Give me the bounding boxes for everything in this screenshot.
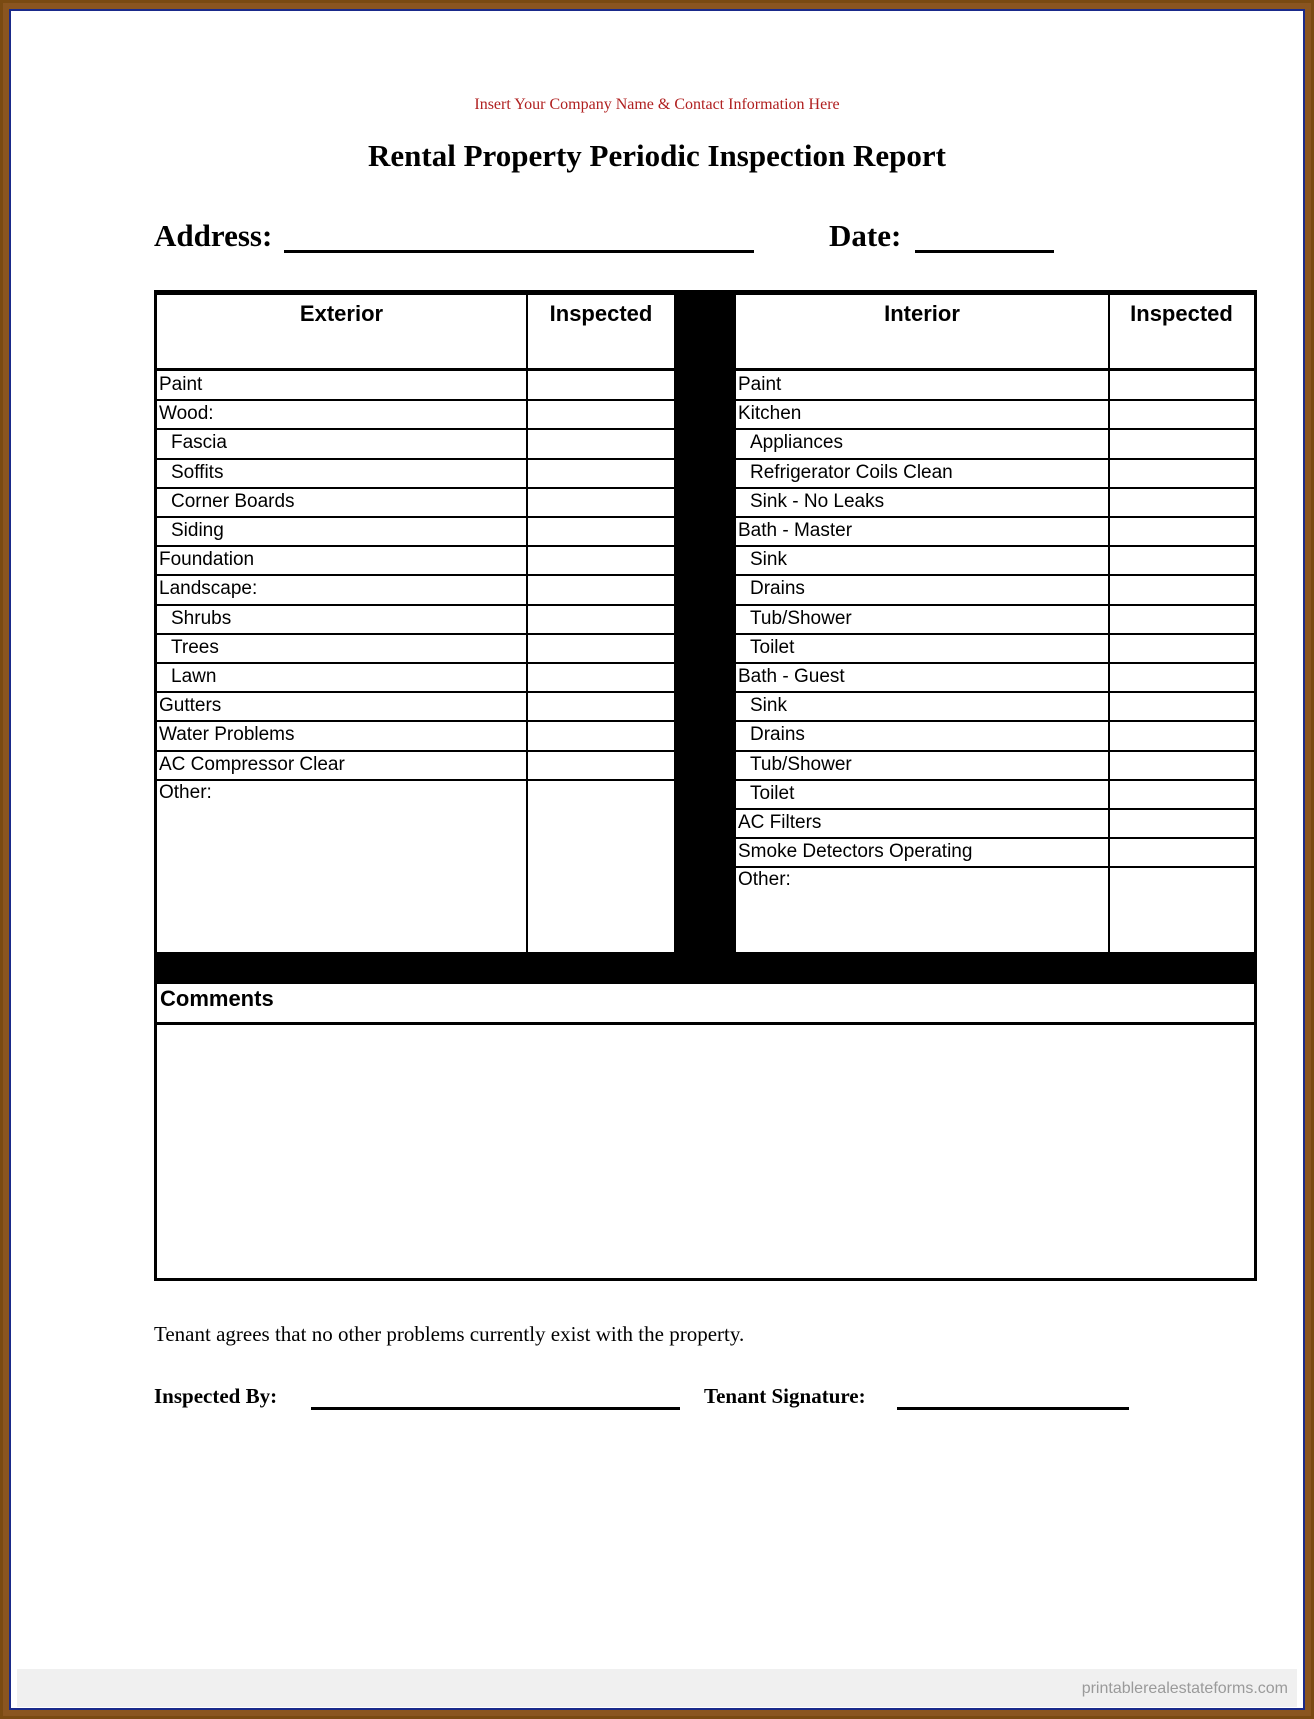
interior-item-label: Kitchen [738, 403, 802, 425]
interior-inspected-cell[interactable] [1110, 518, 1254, 544]
interior-inspected-cell[interactable] [1110, 635, 1254, 661]
exterior-inspected-cell[interactable] [528, 518, 672, 544]
exterior-item-label: Paint [159, 374, 203, 395]
interior-item-label: Paint [738, 374, 782, 395]
exterior-item-label: Water Problems [159, 724, 295, 746]
tenant-agreement: Tenant agrees that no other problems currently exist with the property. [154, 1322, 745, 1346]
exterior-heading: Exterior [299, 301, 384, 326]
interior-inspected-cell[interactable] [1110, 401, 1254, 427]
interior-inspected-cell[interactable] [1110, 430, 1254, 456]
interior-inspected-cell[interactable] [1110, 781, 1254, 807]
interior-inspected-cell[interactable] [1110, 664, 1254, 690]
interior-heading: Interior [884, 301, 960, 326]
exterior-inspected-cell[interactable] [528, 752, 672, 778]
row-separator [157, 779, 675, 781]
interior-item-label: AC Filters [738, 812, 822, 833]
comments-header [154, 981, 1257, 1025]
interior-inspected-cell[interactable] [1110, 752, 1254, 778]
site-watermark: printablerealestateforms.com [1081, 1680, 1288, 1697]
company-placeholder: Insert Your Company Name & Contact Information Here [474, 96, 840, 113]
exterior-item-label: Shrubs [171, 607, 232, 629]
interior-inspected-cell[interactable] [1110, 606, 1254, 632]
interior-item-label: Toilet [750, 782, 795, 804]
exterior-table [154, 292, 678, 955]
interior-inspected-cell[interactable] [1110, 547, 1254, 573]
exterior-item-label: Trees [171, 636, 219, 658]
interior-other-label: Other: [738, 869, 791, 891]
table-bottom-band [154, 953, 1257, 983]
interior-item-label: Sink [750, 695, 787, 717]
exterior-item-label: AC Compressor Clear [159, 753, 345, 775]
tenant-signature-field[interactable] [897, 1407, 1129, 1410]
interior-inspected-cell[interactable] [1110, 576, 1254, 602]
interior-item-label: Bath - Guest [738, 666, 845, 687]
exterior-item-label: Landscape: [159, 578, 258, 600]
row-separator [736, 866, 1254, 868]
center-divider [674, 292, 733, 955]
interior-item-label: Tub/Shower [750, 753, 852, 775]
interior-item-label: Bath - Master [738, 520, 853, 541]
interior-inspected-cell[interactable] [1110, 839, 1254, 865]
interior-item-label: Sink - No Leaks [750, 490, 885, 512]
inspected-by-field[interactable] [311, 1407, 680, 1410]
interior-item-label: Smoke Detectors Operating [738, 841, 973, 863]
address-label: Address: [154, 218, 273, 253]
interior-table [733, 292, 1257, 955]
interior-inspected-heading: Inspected [1130, 301, 1233, 326]
exterior-item-label: Corner Boards [171, 490, 295, 512]
exterior-inspected-cell[interactable] [528, 664, 672, 690]
interior-header-rule [736, 368, 1254, 371]
exterior-header-rule [157, 368, 675, 371]
interior-inspected-cell[interactable] [1110, 693, 1254, 719]
tenant-signature-label: Tenant Signature: [704, 1384, 866, 1408]
exterior-item-label: Wood: [159, 403, 214, 425]
interior-item-label: Drains [750, 724, 805, 746]
interior-inspected-cell[interactable] [1110, 460, 1254, 486]
exterior-inspected-cell[interactable] [528, 606, 672, 632]
date-field[interactable] [915, 250, 1054, 253]
exterior-item-label: Gutters [159, 695, 222, 717]
exterior-item-label: Fascia [171, 432, 227, 454]
interior-item-label: Appliances [750, 432, 843, 454]
interior-inspected-cell[interactable] [1110, 372, 1254, 398]
interior-item-label: Tub/Shower [750, 607, 852, 629]
date-label: Date: [829, 218, 902, 253]
exterior-item-label: Siding [171, 520, 224, 541]
exterior-inspected-cell[interactable] [528, 576, 672, 602]
exterior-inspected-heading: Inspected [549, 301, 653, 326]
interior-item-label: Toilet [750, 636, 795, 658]
page-title: Rental Property Periodic Inspection Report [368, 138, 946, 173]
exterior-item-label: Foundation [159, 549, 255, 571]
comments-label: Comments [160, 986, 274, 1011]
interior-inspected-cell[interactable] [1110, 810, 1254, 836]
interior-item-label: Refrigerator Coils Clean [750, 461, 953, 483]
exterior-inspected-cell[interactable] [528, 635, 672, 661]
comments-box[interactable] [154, 1022, 1257, 1281]
exterior-inspected-cell[interactable] [528, 722, 672, 748]
interior-inspected-cell[interactable] [1110, 489, 1254, 515]
interior-inspected-cell[interactable] [1110, 722, 1254, 748]
address-field[interactable] [284, 250, 754, 253]
exterior-inspected-cell[interactable] [528, 547, 672, 573]
exterior-inspected-cell[interactable] [528, 693, 672, 719]
interior-item-label: Drains [750, 578, 805, 600]
exterior-inspected-cell[interactable] [528, 372, 672, 398]
exterior-inspected-cell[interactable] [528, 401, 672, 427]
exterior-item-label: Lawn [171, 666, 217, 687]
inspected-by-label: Inspected By: [154, 1384, 278, 1408]
exterior-inspected-cell[interactable] [528, 460, 672, 486]
exterior-item-label: Soffits [171, 461, 224, 483]
exterior-inspected-cell[interactable] [528, 489, 672, 515]
exterior-inspected-cell[interactable] [528, 430, 672, 456]
interior-item-label: Sink [750, 549, 787, 571]
exterior-other-label: Other: [159, 781, 212, 803]
